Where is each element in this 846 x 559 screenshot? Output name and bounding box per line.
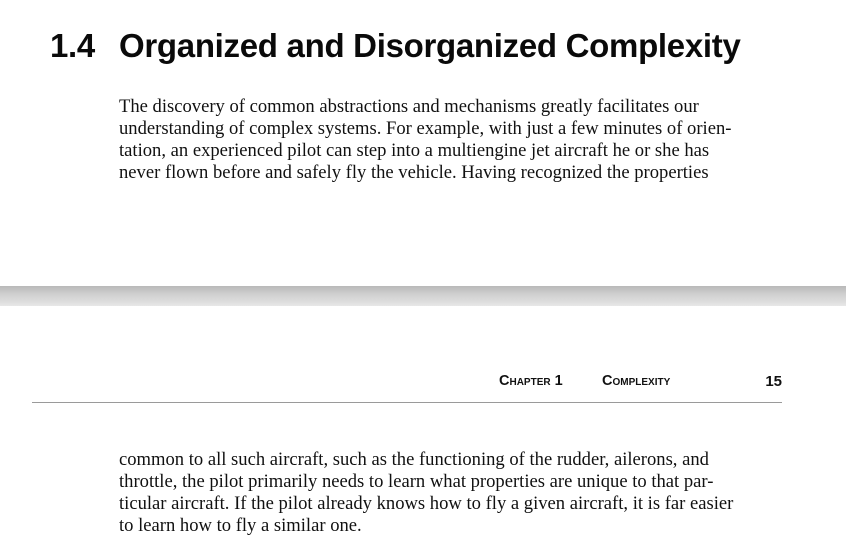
paragraph-line: tation, an experienced pilot can step into a multiengine jet aircraft he or she has: [119, 140, 710, 161]
running-head-chapter: Chapter 1: [499, 373, 563, 389]
paragraph-line: The discovery of common abstractions and mechanisms greatly facilitates our: [119, 96, 699, 117]
section-number: 1.4: [50, 27, 95, 64]
page-number: 15: [765, 373, 782, 390]
paragraph-line: never flown before and safely fly the vehicle. Having recognized the properties: [119, 162, 709, 183]
paragraph-line: to learn how to fly a similar one.: [119, 515, 362, 536]
paragraph-top: [119, 96, 731, 184]
paragraph-line: understanding of complex systems. For example, with just a few minutes of orien-: [119, 118, 732, 139]
running-head-title: Complexity: [602, 373, 671, 389]
paragraph-bottom: [119, 449, 733, 537]
paragraph-line: ticular aircraft. If the pilot already knows how to fly a given aircraft, it is far easier: [119, 493, 734, 514]
section-title: Organized and Disorganized Complexity: [119, 27, 741, 64]
running-head: [32, 372, 782, 403]
section-heading: [50, 24, 741, 68]
page-separator: [0, 286, 846, 306]
paragraph-line: throttle, the pilot primarily needs to learn what properties are unique to that par-: [119, 471, 714, 492]
paragraph-line: common to all such aircraft, such as the functioning of the rudder, ailerons, and: [119, 449, 709, 470]
